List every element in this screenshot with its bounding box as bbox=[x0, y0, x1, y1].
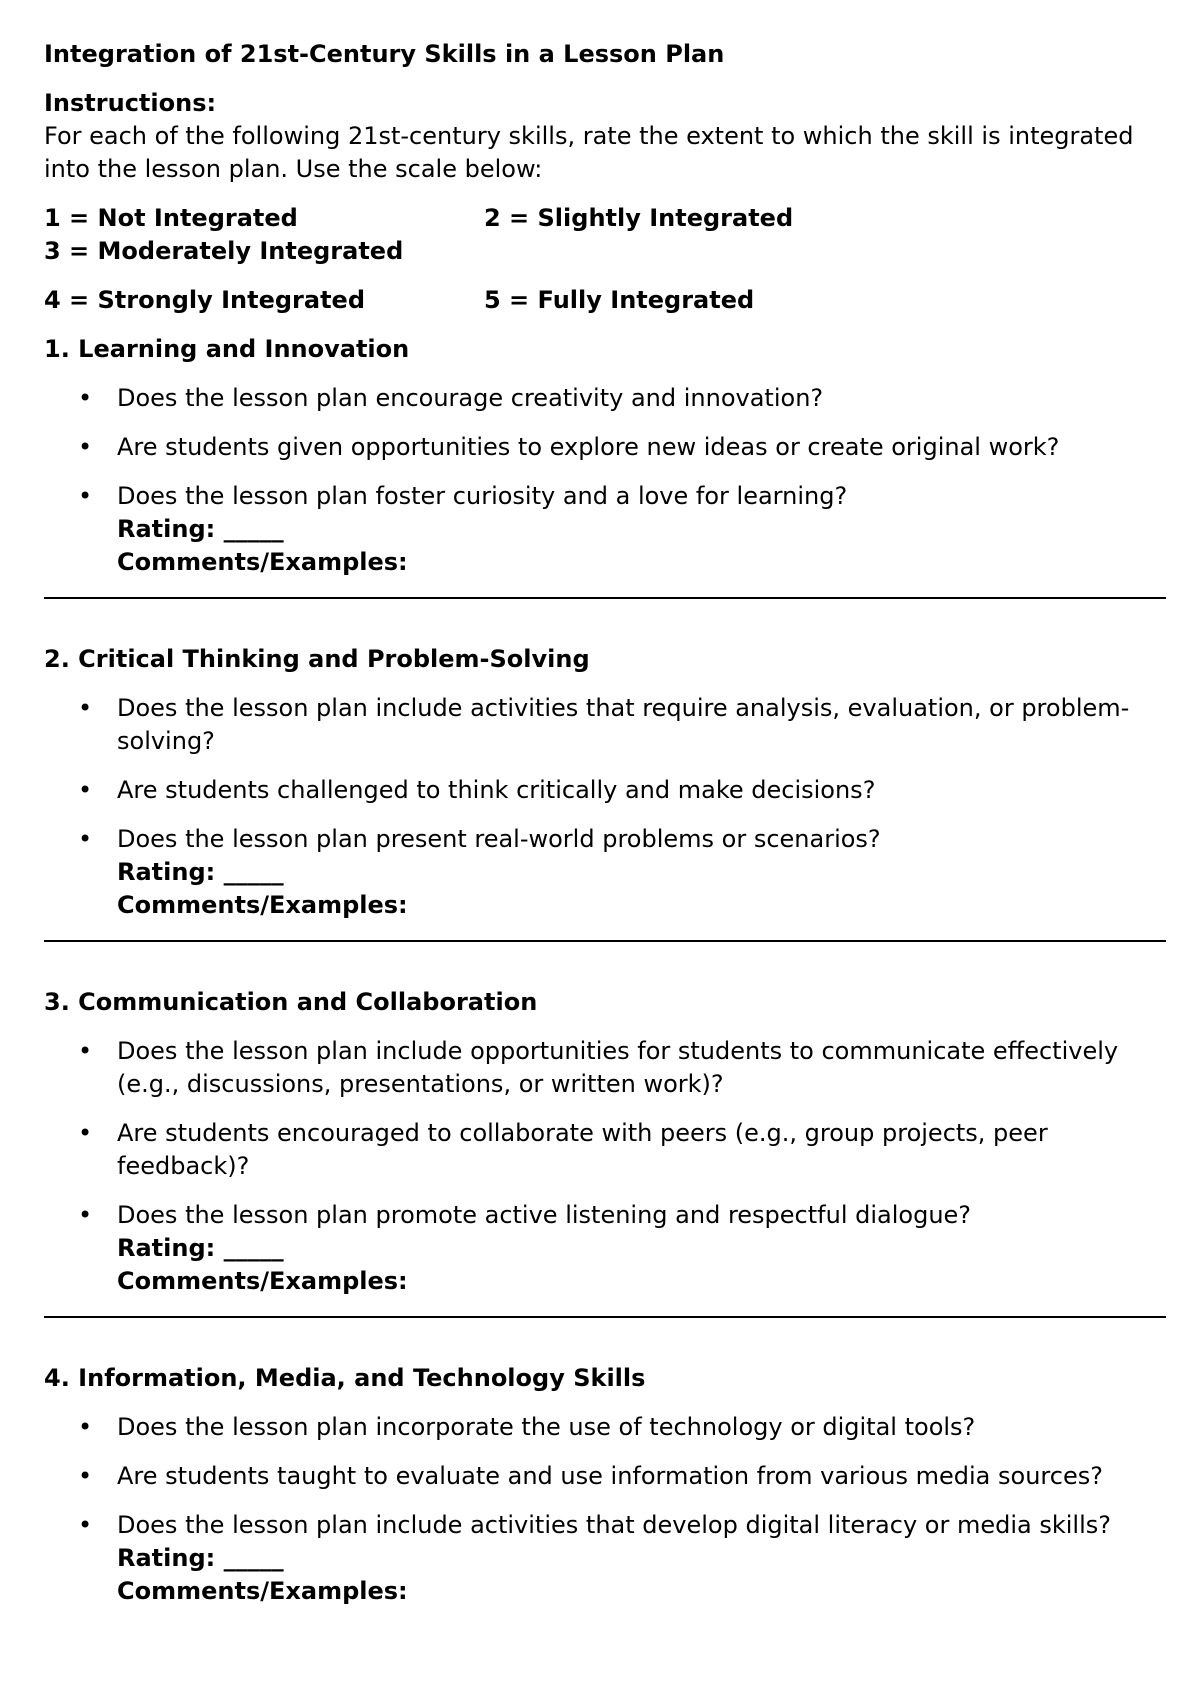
bullet-icon: • bbox=[78, 1511, 93, 1539]
bullet-icon: • bbox=[78, 776, 93, 804]
section-heading: 1. Learning and Innovation bbox=[44, 335, 410, 363]
question-text: Does the lesson plan present real-world problems or scenarios? bbox=[117, 825, 881, 853]
section-heading: 2. Critical Thinking and Problem-Solving bbox=[44, 645, 590, 673]
scale-item-1: 1 = Not Integrated bbox=[44, 204, 298, 232]
question-text: Does the lesson plan incorporate the use of technology or digital tools? bbox=[117, 1413, 976, 1441]
section-heading: 4. Information, Media, and Technology Skills bbox=[44, 1364, 646, 1392]
list-item bbox=[44, 1117, 1166, 1183]
question-text: Are students taught to evaluate and use information from various media sources? bbox=[117, 1462, 1103, 1490]
document-title: Integration of 21st-Century Skills in a Lesson Plan bbox=[44, 40, 725, 68]
scale-item-3: 3 = Moderately Integrated bbox=[44, 237, 404, 265]
list-item bbox=[44, 382, 1166, 415]
scale-item-2: 2 = Slightly Integrated bbox=[484, 204, 794, 232]
list-item bbox=[44, 692, 1166, 758]
list-item bbox=[44, 431, 1166, 464]
bullet-icon: • bbox=[78, 1119, 93, 1147]
question-text: Are students encouraged to collaborate with peers (e.g., group projects, peer feedback)? bbox=[117, 1119, 1048, 1180]
list-item bbox=[44, 823, 1166, 856]
rating-scale-row-2 bbox=[44, 284, 1166, 317]
list-item bbox=[44, 774, 1166, 807]
list-item bbox=[44, 1035, 1166, 1101]
section-critical-thinking bbox=[44, 643, 1166, 922]
question-list bbox=[44, 382, 1166, 513]
comments-field[interactable]: Comments/Examples: bbox=[117, 548, 408, 576]
instructions-heading: Instructions: bbox=[44, 89, 217, 117]
document-page bbox=[44, 38, 1166, 1608]
question-text: Are students given opportunities to explore new ideas or create original work? bbox=[117, 433, 1060, 461]
bullet-icon: • bbox=[78, 1037, 93, 1065]
scale-item-5: 5 = Fully Integrated bbox=[484, 286, 755, 314]
rating-field[interactable]: Rating: _____ bbox=[117, 858, 284, 886]
section-information-media-technology bbox=[44, 1362, 1166, 1608]
comments-field[interactable]: Comments/Examples: bbox=[117, 1267, 408, 1295]
question-text: Does the lesson plan include opportunities for students to communicate effectively (e.g., discussions, presentations, or written work)? bbox=[117, 1037, 1119, 1098]
bullet-icon: • bbox=[78, 482, 93, 510]
rating-field[interactable]: Rating: _____ bbox=[117, 1234, 284, 1262]
list-item bbox=[44, 1460, 1166, 1493]
question-text: Does the lesson plan include activities that require analysis, evaluation, or problem-solving? bbox=[117, 694, 1130, 755]
bullet-icon: • bbox=[78, 1462, 93, 1490]
section-learning-innovation bbox=[44, 333, 1166, 579]
instructions-text: For each of the following 21st-century skills, rate the extent to which the skill is integrated into the lesson plan. Use the scale below: bbox=[44, 122, 1134, 183]
question-text: Does the lesson plan promote active listening and respectful dialogue? bbox=[117, 1201, 972, 1229]
bullet-icon: • bbox=[78, 1201, 93, 1229]
question-text: Does the lesson plan encourage creativity and innovation? bbox=[117, 384, 824, 412]
comments-field[interactable]: Comments/Examples: bbox=[117, 891, 408, 919]
question-list bbox=[44, 1035, 1166, 1232]
section-heading: 3. Communication and Collaboration bbox=[44, 988, 538, 1016]
rating-field[interactable]: Rating: _____ bbox=[117, 515, 284, 543]
section-divider bbox=[44, 1316, 1166, 1318]
bullet-icon: • bbox=[78, 1413, 93, 1441]
bullet-icon: • bbox=[78, 825, 93, 853]
question-text: Does the lesson plan foster curiosity and a love for learning? bbox=[117, 482, 848, 510]
bullet-icon: • bbox=[78, 694, 93, 722]
section-divider bbox=[44, 940, 1166, 942]
bullet-icon: • bbox=[78, 433, 93, 461]
list-item bbox=[44, 1411, 1166, 1444]
list-item bbox=[44, 1199, 1166, 1232]
rating-scale-row-1 bbox=[44, 202, 1166, 268]
question-text: Are students challenged to think critically and make decisions? bbox=[117, 776, 876, 804]
comments-field[interactable]: Comments/Examples: bbox=[117, 1577, 408, 1605]
scale-item-4: 4 = Strongly Integrated bbox=[44, 286, 365, 314]
section-communication-collaboration bbox=[44, 986, 1166, 1298]
question-text: Does the lesson plan include activities that develop digital literacy or media skills? bbox=[117, 1511, 1111, 1539]
rating-field[interactable]: Rating: _____ bbox=[117, 1544, 284, 1572]
question-list bbox=[44, 692, 1166, 856]
list-item bbox=[44, 480, 1166, 513]
bullet-icon: • bbox=[78, 384, 93, 412]
question-list bbox=[44, 1411, 1166, 1542]
section-divider bbox=[44, 597, 1166, 599]
list-item bbox=[44, 1509, 1166, 1542]
